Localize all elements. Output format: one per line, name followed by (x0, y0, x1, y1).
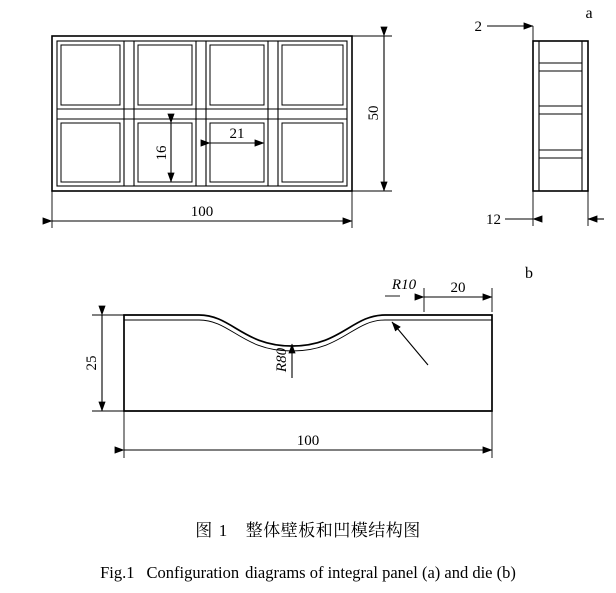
caption-en-label: Fig.1 (100, 563, 135, 582)
dimension-rib-height-label: 16 (154, 145, 170, 161)
dimension-panel-height (366, 36, 384, 191)
dimension-panel-width-label: 100 (190, 204, 214, 220)
dimension-panel-thickness (486, 212, 604, 228)
panel-a-label: a (585, 5, 593, 22)
dimension-pocket-width (210, 126, 264, 143)
dimension-die-height (84, 315, 102, 411)
dimension-panel-width (52, 204, 352, 221)
figure-caption (0, 500, 616, 583)
panel-b-label: b (525, 265, 533, 282)
die-drawing (84, 277, 492, 458)
dimension-panel-height-label: 50 (366, 105, 382, 121)
dimension-die-width (124, 433, 492, 450)
dimension-radius-r10-label: R10 (391, 277, 417, 293)
dimension-skin-thickness (475, 19, 534, 43)
caption-chinese (0, 516, 616, 541)
caption-en-text-2: diagrams of integral panel (a) and die (b) (245, 563, 516, 582)
panel-a-drawing (52, 5, 593, 228)
dimension-die-width-label: 100 (296, 433, 320, 449)
caption-cn-prefix: 图 (195, 521, 213, 541)
dimension-die-height-label: 25 (84, 355, 100, 371)
dimension-radius-r80 (274, 344, 292, 378)
dimension-flat-width (424, 280, 492, 297)
dimension-skin-thickness-label: 2 (474, 19, 482, 35)
panel-b-drawing (475, 19, 605, 282)
caption-cn-number: 1 (218, 521, 228, 540)
caption-english (0, 563, 616, 583)
dimension-pocket-width-label: 21 (229, 126, 245, 142)
dimension-radius-r80-label: R80 (274, 347, 290, 373)
dimension-rib-height (154, 123, 171, 182)
dimension-panel-thickness-label: 12 (486, 212, 501, 228)
caption-en-text-1: Configuration (146, 563, 240, 582)
caption-cn-text: 整体壁板和凹模结构图 (245, 521, 421, 541)
dimension-radius-r10 (385, 277, 428, 365)
dimension-flat-width-label: 20 (450, 280, 466, 296)
